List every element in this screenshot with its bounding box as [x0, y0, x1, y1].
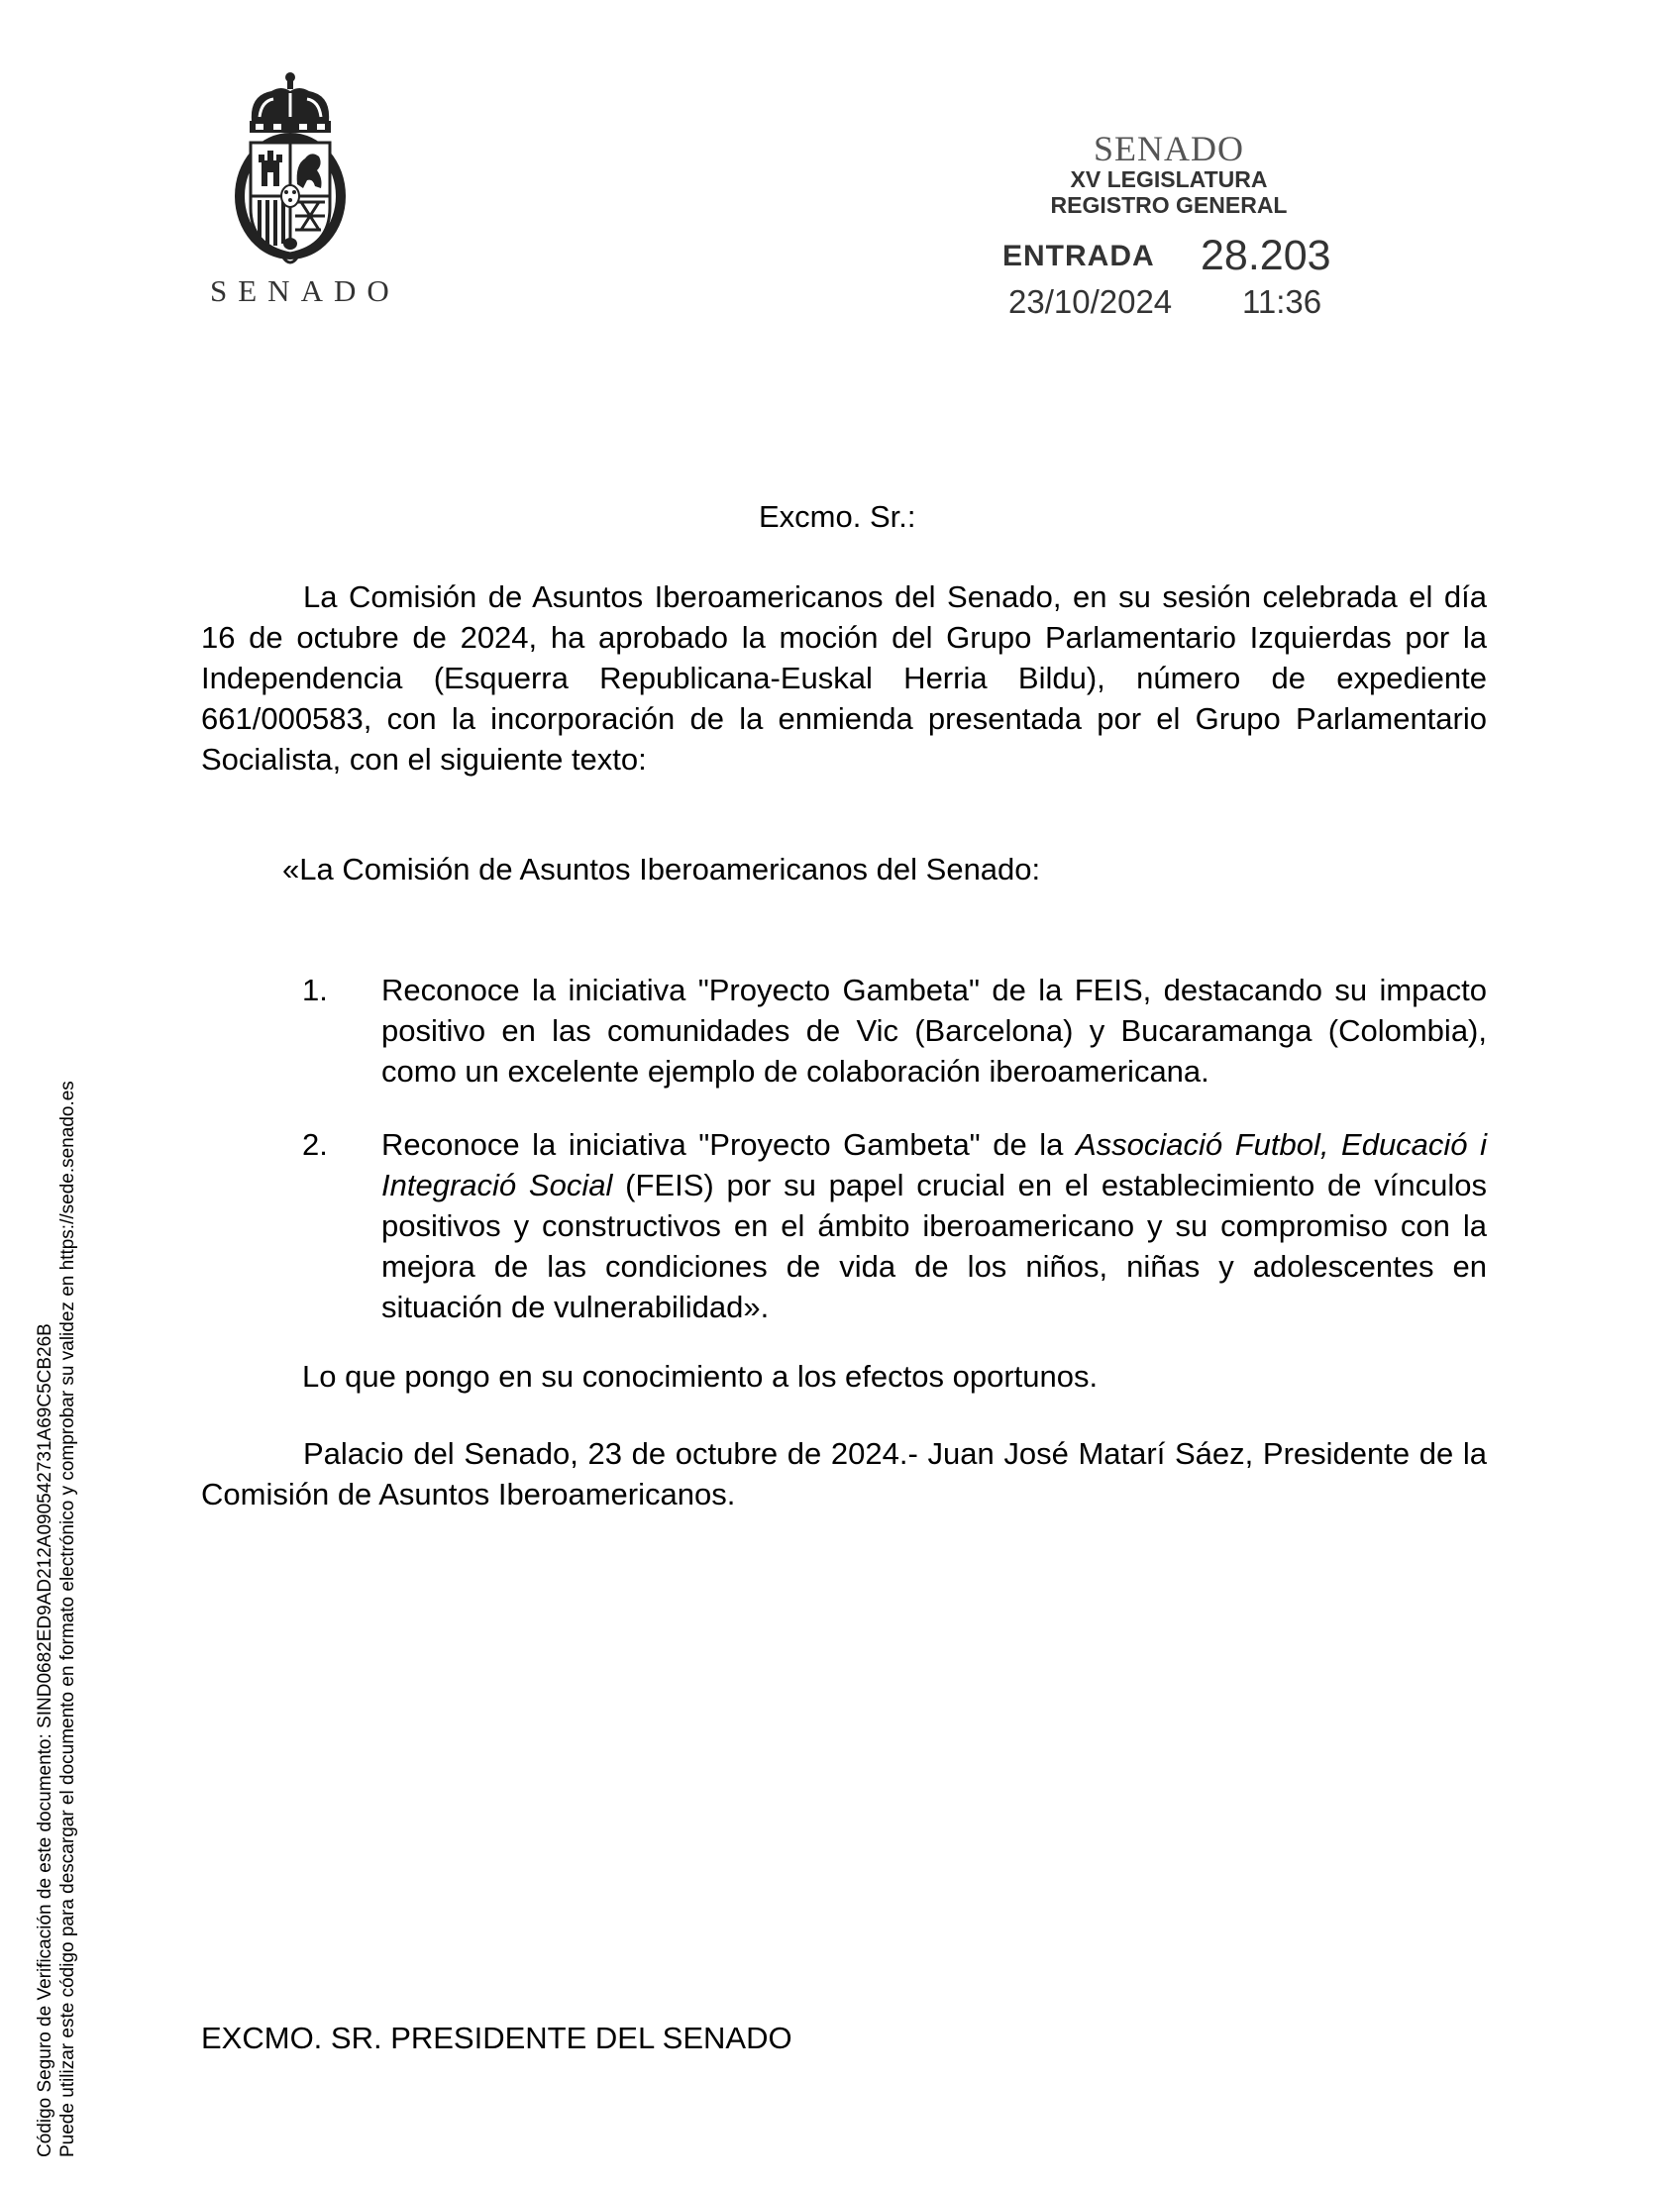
list-item-text: Reconoce la iniciativa "Proyecto Gambeta" de la FEIS, destacando su impacto positivo en las comunidades de Vic (Barcelona) y Bucaramanga (Colombia), como un excelente ejemplo de colaboración iberoamericana.	[381, 973, 1487, 1089]
salutation: Excmo. Sr.:	[759, 499, 916, 534]
quote-opening: «La Comisión de Asuntos Iberoamericanos del Senado:	[282, 852, 1041, 886]
letterhead-logo	[210, 69, 398, 309]
stamp-senado: SENADO	[1093, 129, 1244, 168]
signature-paragraph: Palacio del Senado, 23 de octubre de 2024.- Juan José Matarí Sáez, Presidente de la Comisión de Asuntos Iberoamericanos.	[201, 1436, 1487, 1511]
list-item-text-italic: Associació Futbol, Educació i Integració Social	[381, 1127, 1487, 1202]
list-item-number: 1.	[302, 973, 328, 1007]
stamp-registro: REGISTRO GENERAL	[1050, 192, 1288, 218]
list-item-text-after: (FEIS) por su papel crucial en el establecimiento de vínculos positivos y constructivos en el ámbito iberoamericano y su compromiso con la mejora de las condiciones de vida de los niños, niñas y adolescentes en situación de vulnerabilidad».	[381, 1168, 1487, 1324]
stamp-legislatura: XV LEGISLATURA	[1070, 166, 1268, 192]
verification-line-1: Código Seguro de Verificación de este documento: SIND0682ED9AD212A090542731A69C5CB26B	[35, 1323, 55, 2157]
list-item-text	[381, 1124, 1487, 1327]
entrada-number: 28.203	[1201, 232, 1331, 279]
logo-text: SENADO	[210, 273, 400, 308]
verification-line-2: Puede utilizar este código para descargar el documento en formato electrónico y comprobar su validez en https://sede.senado.es	[57, 1081, 78, 2157]
stamp-time: 11:36	[1242, 283, 1322, 320]
addressee: EXCMO. SR. PRESIDENTE DEL SENADO	[201, 2021, 792, 2055]
senado-coat-of-arms-icon	[232, 69, 349, 267]
intro-paragraph: La Comisión de Asuntos Iberoamericanos del Senado, en su sesión celebrada el día 16 de octubre de 2024, ha aprobado la moción del Grupo Parlamentario Izquierdas por la Independencia (Esquerra Republicana-Euskal Herria Bildu), número de expediente 661/000583, con la incorporación de la enmienda presentada por el Grupo Parlamentario Socialista, con el siguiente texto:	[201, 579, 1487, 777]
registry-stamp	[991, 131, 1347, 218]
verification-note	[34, 1081, 79, 2157]
list-item-number: 2.	[302, 1127, 328, 1162]
list-item-text-before: Reconoce la iniciativa "Proyecto Gambeta" de la	[381, 1127, 1076, 1162]
stamp-date: 23/10/2024	[1008, 283, 1173, 320]
entrada-label: ENTRADA	[1002, 240, 1155, 272]
closing-paragraph: Lo que pongo en su conocimiento a los efectos oportunos.	[302, 1359, 1099, 1394]
